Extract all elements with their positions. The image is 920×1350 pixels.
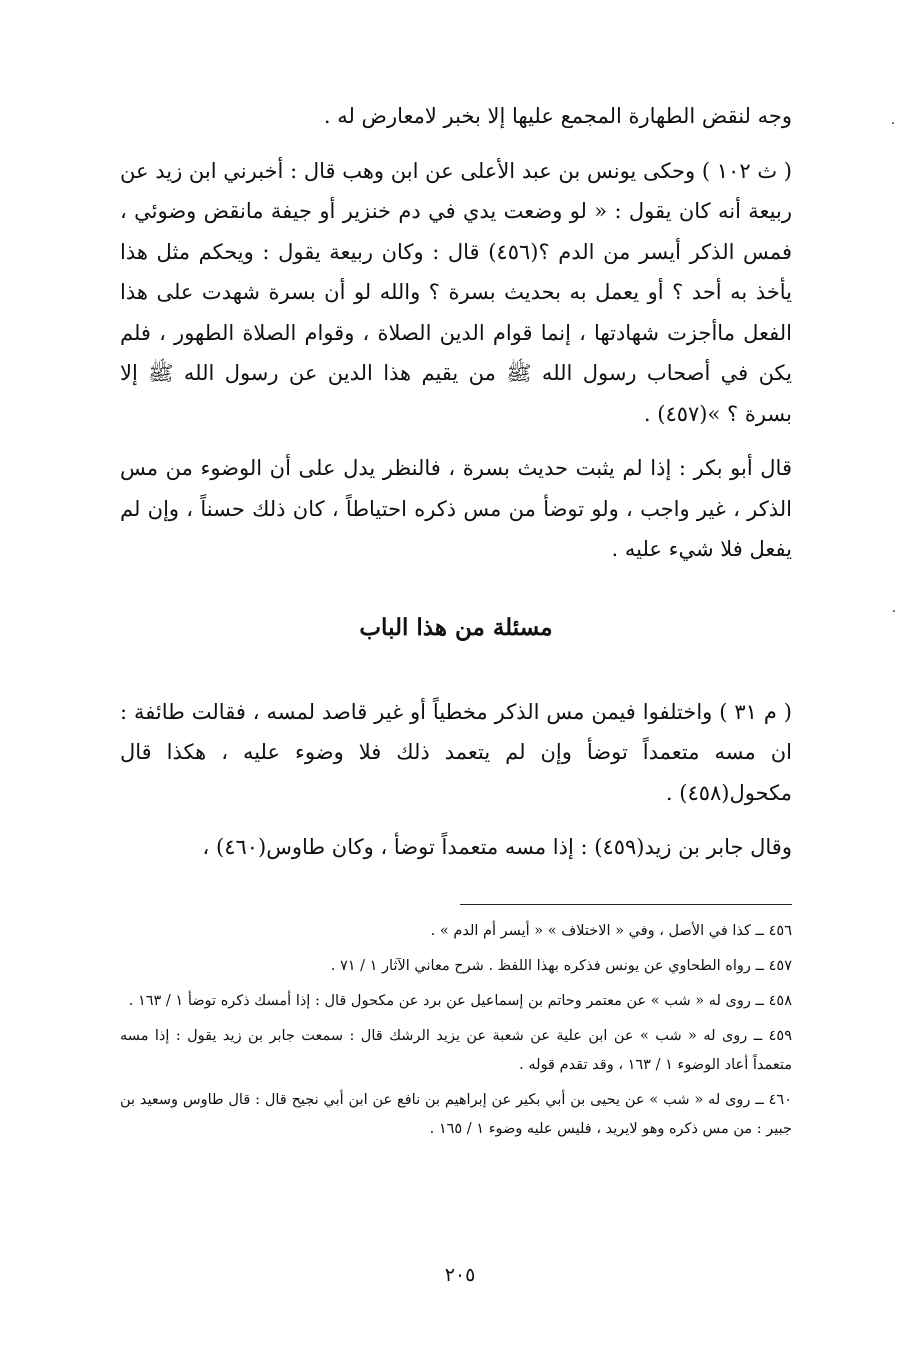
footnote-459: ٤٥٩ ــ روى له « شب » عن ابن علية عن شعبة عن يزيد الرشك قال : سمعت جابر بن زيد يقول : إذا مسه متعمداً أعاد الوضوء ١ / ١٦٣ ، وقد تقدم قوله . bbox=[120, 1027, 792, 1073]
footnotes bbox=[120, 917, 792, 1144]
footnote-460: ٤٦٠ ــ روى له « شب » عن يحيى بن أبي بكير عن إبراهيم بن نافع عن ابن أبي نجيح قال : قال طاوس وسعيد بن جبير : من مس ذكره وهو لايريد ، فليس عليه وضوء ١ / ١٦٥ . bbox=[120, 1091, 792, 1137]
footnote-457: ٤٥٧ ــ رواه الطحاوي عن يونس فذكره بهذا اللفظ . شرح معاني الآثار ١ / ٧١ . bbox=[330, 957, 792, 974]
scan-speck bbox=[893, 610, 895, 612]
footnote-458: ٤٥٨ ــ روى له « شب » عن معتمر وحاتم بن إسماعيل عن برد عن مكحول قال : إذا أمسك ذكره توضأ ١ / ١٦٣ . bbox=[128, 992, 792, 1009]
page-number: ٢٠٥ bbox=[444, 1264, 476, 1286]
page-body bbox=[120, 96, 792, 1144]
paragraph-4: ( م ٣١ ) واختلفوا فيمن مس الذكر مخطياً أو غير قاصد لمسه ، فقالت طائفة : ان مسه متعمداً توضأ وإن لم يتعمد ذلك فلا وضوء عليه ، هكذا قال مكحول(٤٥٨) . bbox=[120, 699, 792, 805]
paragraph-5: وقال جابر بن زيد(٤٥٩) : إذا مسه متعمداً توضأ ، وكان طاوس(٤٦٠) ، bbox=[202, 835, 792, 859]
paragraph-3: قال أبو بكر : إذا لم يثبت حديث بسرة ، فالنظر يدل على أن الوضوء من مس الذكر ، غير واجب ، ولو توضأ من مس ذكره احتياطاً ، كان ذلك حسناً ، وإن لم يفعل فلا شيء عليه . bbox=[120, 456, 792, 561]
scan-speck bbox=[892, 122, 894, 124]
footnote-456: ٤٥٦ ــ كذا في الأصل ، وفي « الاختلاف » « أيسر أم الدم » . bbox=[430, 922, 792, 939]
section-heading: مسئلة من هذا الباب bbox=[359, 613, 553, 641]
footnote-separator bbox=[460, 904, 792, 905]
paragraph-1: وجه لنقض الطهارة المجمع عليها إلا بخبر لامعارض له . bbox=[323, 104, 792, 128]
paragraph-2: ( ث ١٠٢ ) وحكى يونس بن عبد الأعلى عن ابن وهب قال : أخبرني ابن زيد عن ربيعة أنه كان يقول : « لو وضعت يدي في دم خنزير أو جيفة مانقض وضوئي ، فمس الذكر أيسر من الدم ؟(٤٥٦) قال : وكان ربيعة يقول : ويحكم مثل هذا يأخذ به أحد ؟ أو يعمل به بحديث بسرة ؟ والله لو أن بسرة شهدت على هذا الفعل ماأجزت شهادتها ، إنما قوام الدين الصلاة ، وقوام الصلاة الطهور ، فلم يكن في أصحاب رسول الله ﷺ من يقيم هذا الدين عن رسول الله ﷺ إلا بسرة ؟ »(٤٥٧) . bbox=[120, 158, 792, 426]
